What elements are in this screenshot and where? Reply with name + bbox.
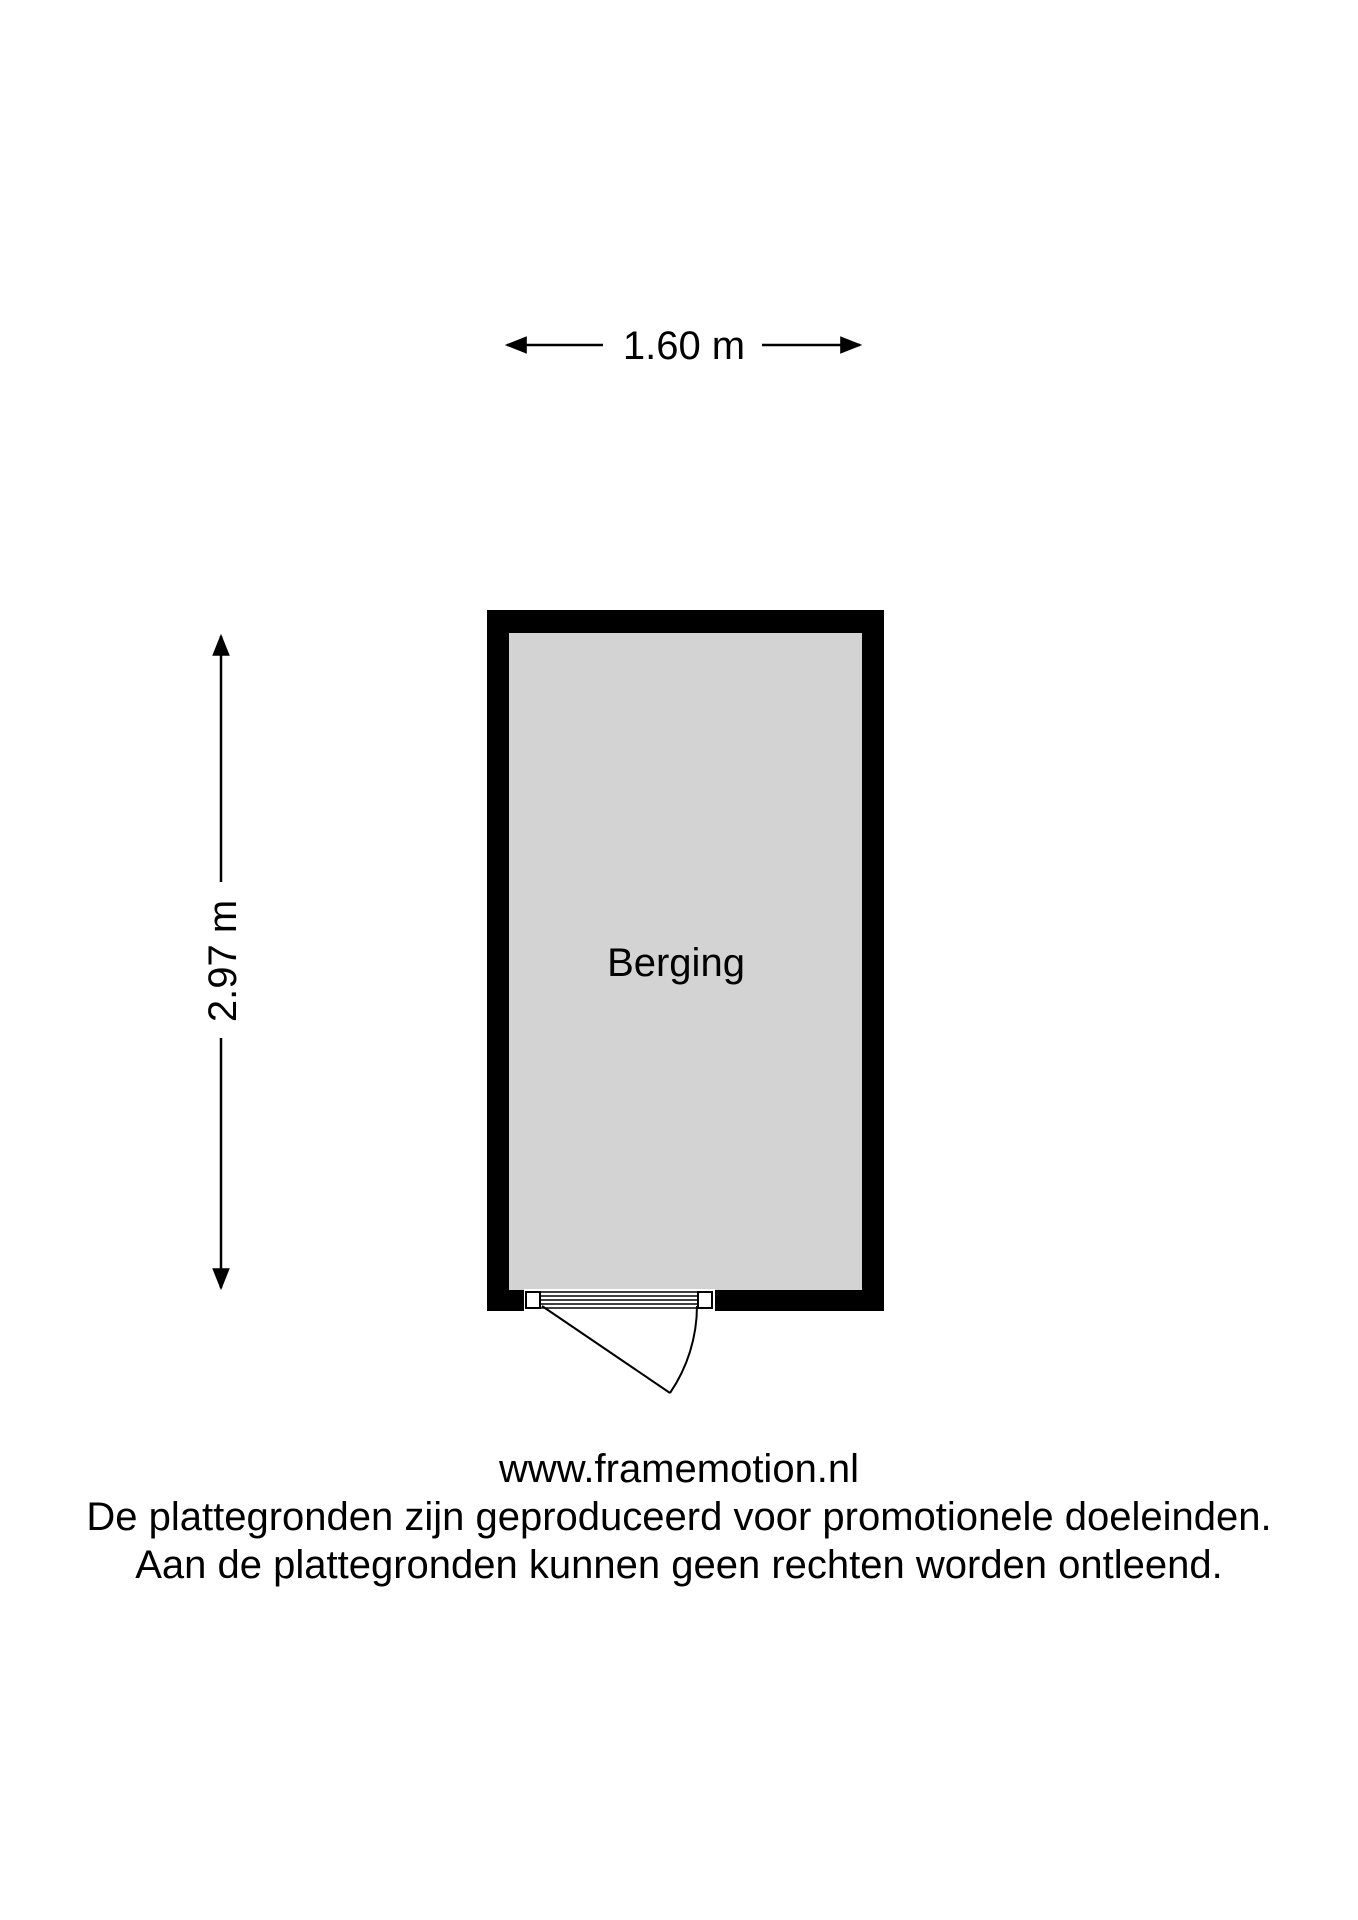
room-berging: [487, 610, 884, 1393]
footer-disclaimer-line2: Aan de plattegronden kunnen geen rechten worden ontleend.: [135, 1543, 1223, 1587]
room-label: Berging: [607, 941, 745, 985]
height-dimension-label: 2.97 m: [201, 899, 245, 1023]
door-leaf: [542, 1306, 670, 1393]
height-dimension: [201, 636, 245, 1288]
footer: [0, 1445, 1358, 1589]
door-frame-right: [698, 1292, 712, 1308]
door-swing-arc: [670, 1306, 697, 1393]
width-dimension-label: 1.60 m: [622, 324, 746, 368]
footer-disclaimer-line1: De plattegronden zijn geproduceerd voor promotionele doeleinden.: [86, 1495, 1272, 1539]
footer-website: www.framemotion.nl: [498, 1447, 860, 1491]
width-dimension: [507, 324, 860, 368]
door-frame-left: [526, 1292, 540, 1308]
